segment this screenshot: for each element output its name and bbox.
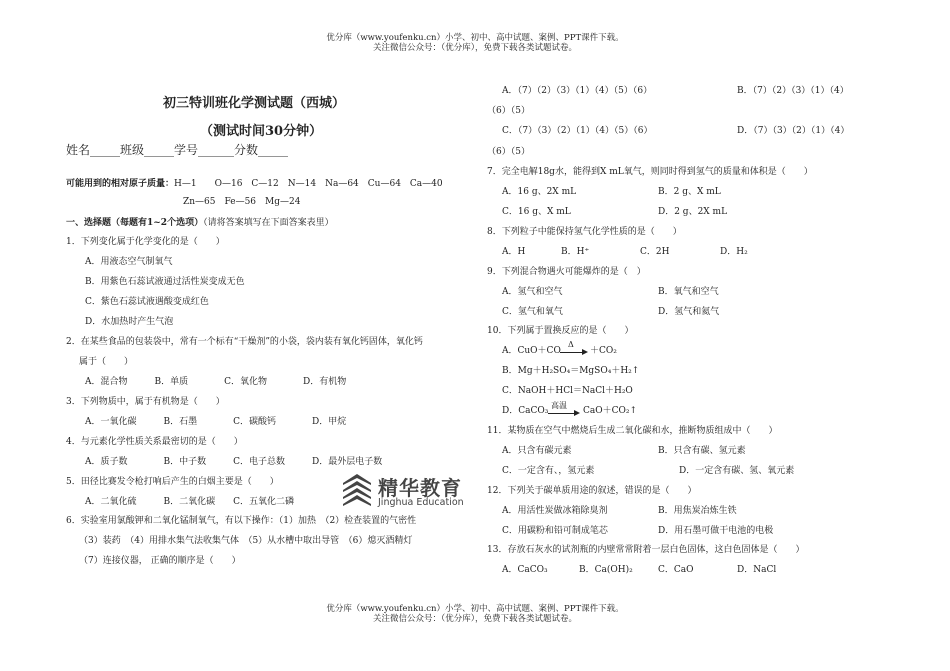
option-line: A．用液态空气制氧气 <box>85 257 173 267</box>
option-line: A．用活性炭做冰箱除臭剂 <box>502 506 608 516</box>
option-line: D．（7）（3）（2）（1）（4） <box>737 126 850 136</box>
option-line: A．混合物 B．单质 C．氧化物 D．有机物 <box>85 377 347 387</box>
option-line: A．二氧化硫 B．二氧化碳 C．五氧化二磷 <box>85 497 313 507</box>
question-line: 10．下列属于置换反应的是（ ） <box>487 326 634 336</box>
option-line: B．Ca(OH)₂ <box>579 565 633 575</box>
option-line: D．水加热时产生气泡 <box>85 317 174 327</box>
option-line: C．NaOH＋HCl＝NaCl＋H₂O <box>502 386 633 396</box>
high-temp-label: 高温 <box>551 401 567 410</box>
option-line: D．一定含有碳、氢、氧元素 <box>679 466 795 476</box>
option-line: A．质子数 B．中子数 C．电子总数 D．最外层电子数 <box>85 457 383 467</box>
watermark-name: 精华教育 <box>378 476 462 500</box>
option-line: D．NaCl <box>737 565 777 575</box>
option-line: C．（7）（3）（2）（1）（4）（5）（6） <box>502 126 653 136</box>
option-line: C．16 g、X mL <box>502 207 571 217</box>
reaction-arrow-icon <box>582 349 588 355</box>
option-line: C．2H <box>640 247 670 257</box>
watermark-english: Jinghua Education <box>378 497 464 508</box>
option-line: D．用石墨可做干电池的电极 <box>658 526 774 536</box>
watermark-logo <box>340 472 465 516</box>
option-line: D．CaCO₃ <box>502 406 549 416</box>
option-line: A．氢气和空气 <box>502 287 563 297</box>
question-line: （7）连接仪器， 正确的顺序是（ ） <box>79 556 241 566</box>
question-line: 12．下列关于碳单质用途的叙述，错误的是（ ） <box>487 486 697 496</box>
option-line: B．用紫色石蕊试液通过活性炭变成无色 <box>85 277 245 287</box>
question-line: 7．完全电解18g水，能得到X mL氧气，则同时得到氢气的质量和体积是（ ） <box>487 167 813 177</box>
option-line: CaO＋CO₂↑ <box>583 406 638 416</box>
question-line: 11．某物质在空气中燃烧后生成二氧化碳和水，推断物质组成中（ ） <box>487 426 778 436</box>
exam-subtitle: （测试时间30分钟） <box>200 124 323 139</box>
option-line: A．16 g、2X mL <box>502 187 577 197</box>
option-line: A．只含有碳元素 <box>502 446 572 456</box>
option-line: ＋CO₂ <box>590 346 617 356</box>
reaction-arrow-line <box>548 413 576 414</box>
question-line: 属于（ ） <box>79 357 134 367</box>
atomic-mass-line-2: Zn—65 Fe—56 Mg—24 <box>183 197 301 207</box>
question-line: 4．与元素化学性质关系最密切的是（ ） <box>66 437 243 447</box>
option-line: （6）（5） <box>487 106 530 116</box>
option-line: B．只含有碳、氢元素 <box>658 446 746 456</box>
question-line: 8．下列粒子中能保持氢气化学性质的是（ ） <box>487 227 682 237</box>
watermark-emblem-icon <box>340 472 374 512</box>
option-line: A．CuO＋CO <box>502 346 561 356</box>
option-line: A．H <box>502 247 526 257</box>
option-line: B．2 g、X mL <box>658 187 721 197</box>
option-line: C．CaO <box>658 565 694 575</box>
option-line: D．氢气和氦气 <box>658 307 720 317</box>
section1-note: （请将答案填写在下面答案表里） <box>203 218 334 228</box>
atomic-mass-line-1: H—1 O—16 C—12 N—14 Na—64 Cu—64 Ca—40 <box>174 179 443 189</box>
option-line: B．Mg＋H₂SO₄＝MgSO₄＋H₂↑ <box>502 366 640 376</box>
reaction-arrow-line <box>560 352 584 353</box>
footer-line-2: 关注微信公众号：（优分库），免费下载各类试题试卷。 <box>372 614 577 624</box>
option-line: （6）（5） <box>487 147 530 157</box>
option-line: C．氢气和氧气 <box>502 307 563 317</box>
footer-line-1: 优分库（www.youfenku.cn）小学、初中、高中试题、案例、PPT课件下载。 <box>326 604 624 614</box>
option-line: B．用焦炭冶炼生铁 <box>658 506 737 516</box>
question-line: 3．下列物质中，属于有机物是（ ） <box>66 397 225 407</box>
question-line: 2．在某些食品的包装袋中，常有一个标有“干燥剂”的小袋，袋内装有氧化钙固体，氧化钙 <box>66 337 423 347</box>
reaction-arrow-icon <box>574 410 580 416</box>
option-line: A．CaCO₃ <box>502 565 548 575</box>
option-line: A．一氧化碳 B．石墨 C．碳酸钙 D．甲烷 <box>85 417 347 427</box>
option-line: B．氧气和空气 <box>658 287 719 297</box>
option-line: A．（7）（2）（3）（1）（4）（5）（6） <box>502 86 653 96</box>
option-line: C．紫色石蕊试液遇酸变成红色 <box>85 297 209 307</box>
exam-title: 初三特训班化学测试题（西城） <box>163 96 346 111</box>
option-line: D．H₂ <box>720 247 748 257</box>
option-line: C．用碳粉和铅可制成笔芯 <box>502 526 608 536</box>
question-line: 1．下列变化属于化学变化的是（ ） <box>66 237 225 247</box>
question-line: 9．下列混合物遇火可能爆炸的是（ ） <box>487 267 646 277</box>
option-line: B．（7）（2）（3）（1）（4） <box>737 86 849 96</box>
atomic-mass-label: 可能用到的相对原子质量： <box>66 179 175 189</box>
header-line-2: 关注微信公众号：（优分库），免费下载各类试题试卷。 <box>372 43 577 53</box>
section1-heading: 一、选择题（每题有1~2个选项） <box>66 218 204 228</box>
heat-symbol: Δ <box>568 340 574 349</box>
student-info: 姓名_____班级_____学号______分数_____ <box>66 143 289 157</box>
question-line: 6．实验室用氯酸钾和二氧化锰制氧气，有以下操作：（1）加热 （2）检查装置的气密性 <box>66 516 417 526</box>
option-line: B．H⁺ <box>561 247 590 257</box>
option-line: D．2 g、2X mL <box>658 207 728 217</box>
header-line-1: 优分库（www.youfenku.cn）小学、初中、高中试题、案例、PPT课件下载。 <box>326 33 624 43</box>
question-line: 5．田径比赛发令枪打响后产生的白烟主要是（ ） <box>66 477 279 487</box>
option-line: C．一定含有、，氢元素 <box>502 466 595 476</box>
question-line: （3）装药 （4）用排水集气法收集气体 （5）从水槽中取出导管 （6）熄灭酒精灯 <box>79 536 413 546</box>
question-line: 13．存放石灰水的试剂瓶的内壁常常附着一层白色固体，这白色固体是（ ） <box>487 545 805 555</box>
